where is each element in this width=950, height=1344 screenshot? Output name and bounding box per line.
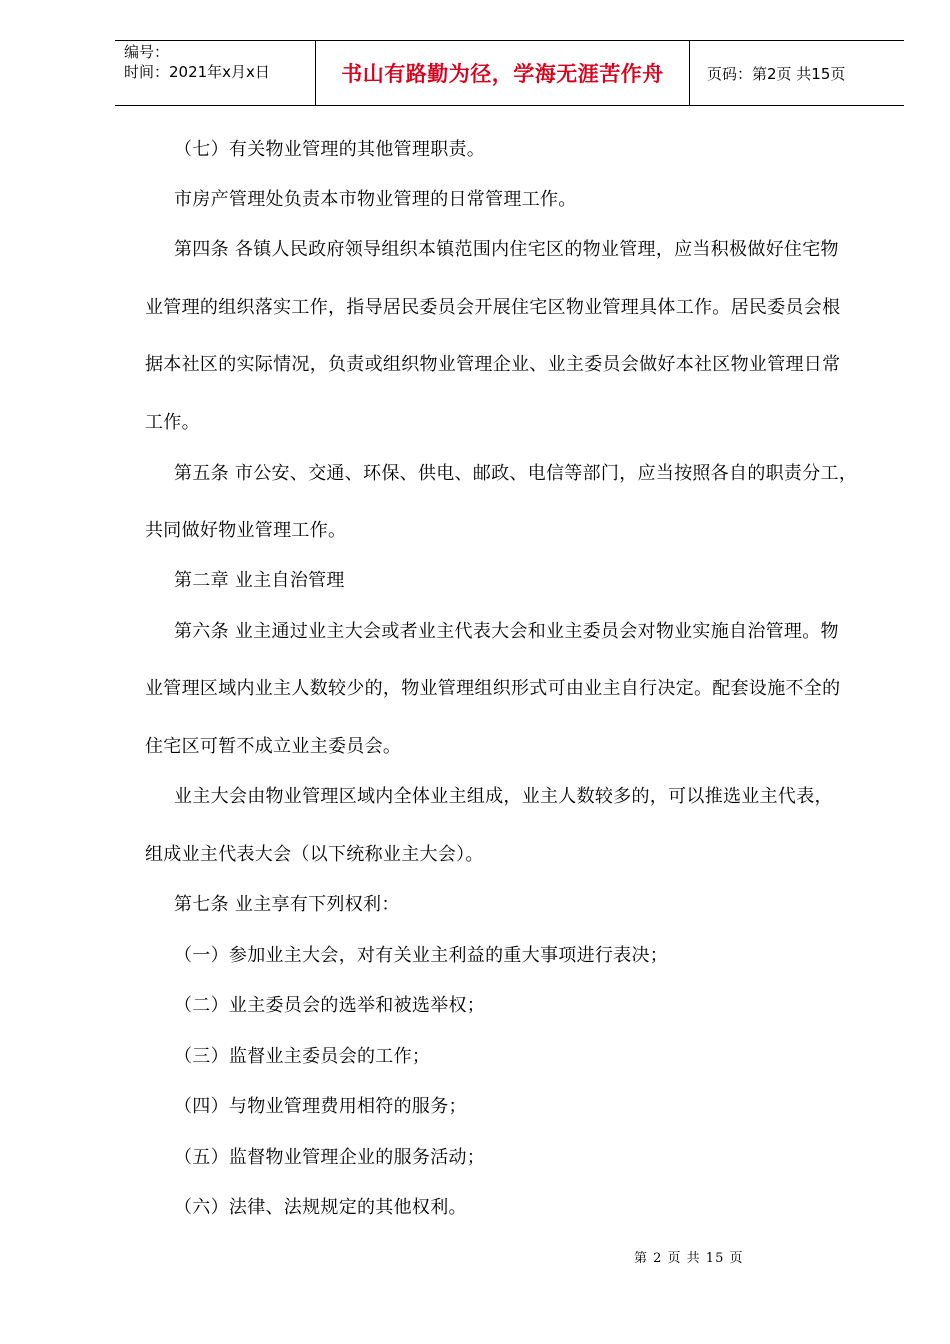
chapter-heading: 第二章 业主自治管理 xyxy=(174,570,345,591)
paragraph-line: 第六条 业主通过业主大会或者业主代表大会和业主委员会对物业实施自治管理。物 xyxy=(174,621,839,642)
list-item: （六）法律、法规规定的其他权利。 xyxy=(174,1197,467,1218)
time-label: 时间：2021年x月x日 xyxy=(124,63,270,81)
list-item: （一）参加业主大会，对有关业主利益的重大事项进行表决； xyxy=(174,945,669,966)
header-divider xyxy=(689,41,690,105)
paragraph-line: 业管理区域内业主人数较少的，物业管理组织形式可由业主自行决定。配套设施不全的 xyxy=(145,678,841,699)
paragraph-line: 工作。 xyxy=(145,412,200,433)
list-item: （三）监督业主委员会的工作； xyxy=(174,1046,431,1067)
paragraph-line: 第四条 各镇人民政府领导组织本镇范围内住宅区的物业管理，应当积极做好住宅物 xyxy=(174,239,839,260)
paragraph-line: 据本社区的实际情况，负责或组织物业管理企业、业主委员会做好本社区物业管理日常 xyxy=(145,354,841,375)
paragraph-line: 第五条 市公安、交通、环保、供电、邮政、电信等部门，应当按照各自的职责分工， xyxy=(174,463,858,484)
code-label: 编号： xyxy=(124,43,170,61)
paragraph-line: 市房产管理处负责本市物业管理的日常管理工作。 xyxy=(174,189,577,210)
paragraph-line: 业主大会由物业管理区域内全体业主组成，业主人数较多的，可以推选业主代表， xyxy=(174,786,833,807)
list-item: （五）监督物业管理企业的服务活动； xyxy=(174,1147,486,1168)
page-label: 页码：第2页 共15页 xyxy=(707,64,846,83)
header-page-label xyxy=(698,41,903,105)
page-footer: 第 2 页 共 15 页 xyxy=(634,1251,744,1266)
list-item: （二）业主委员会的选举和被选举权； xyxy=(174,995,486,1016)
list-item: （四）与物业管理费用相符的服务； xyxy=(174,1096,467,1117)
paragraph-line: （七）有关物业管理的其他管理职责。 xyxy=(174,139,486,160)
paragraph-line: 组成业主代表大会（以下统称业主大会）。 xyxy=(145,844,484,865)
header-motto: 书山有路勤为径，学海无涯苦作舟 xyxy=(341,62,664,86)
paragraph-line: 共同做好物业管理工作。 xyxy=(145,520,347,541)
paragraph-line: 第七条 业主享有下列权利： xyxy=(174,894,400,915)
paragraph-line: 住宅区可暂不成立业主委员会。 xyxy=(145,736,402,757)
header-meta xyxy=(115,41,315,105)
header-table xyxy=(115,40,904,106)
paragraph-line: 业管理的组织落实工作，指导居民委员会开展住宅区物业管理具体工作。居民委员会根 xyxy=(145,297,841,318)
